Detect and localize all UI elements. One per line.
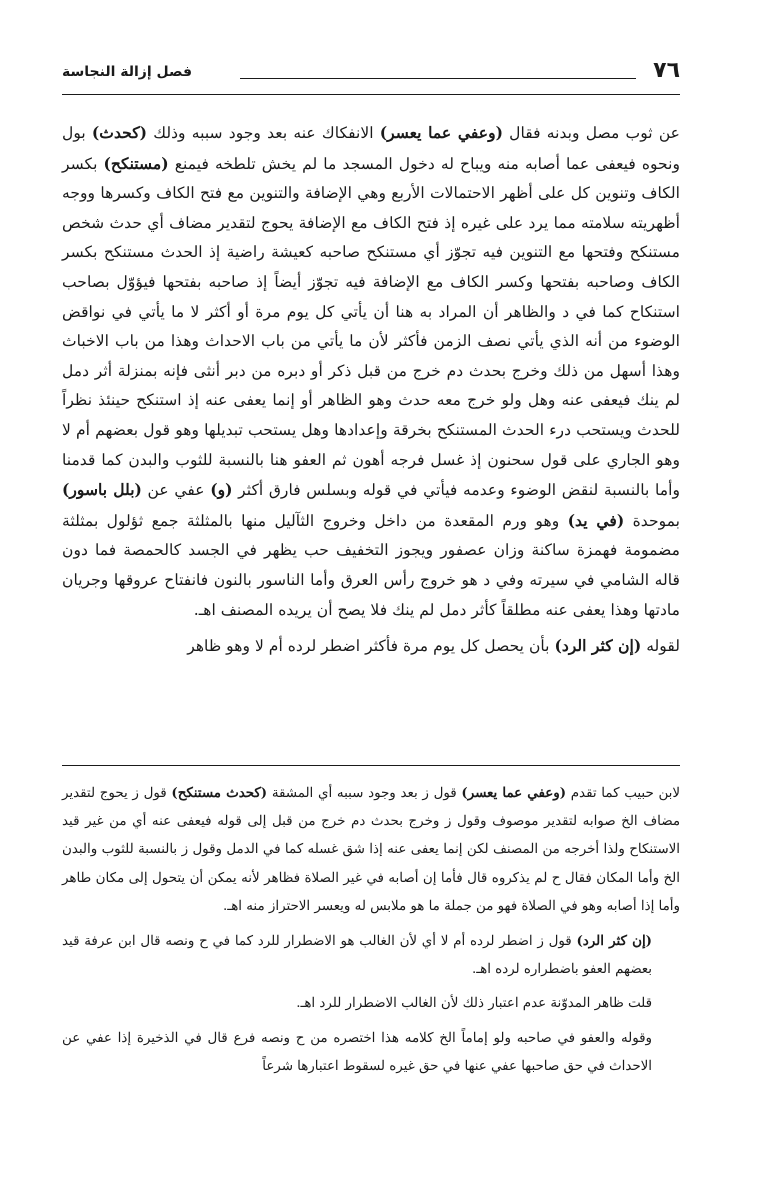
- footnotes: [62, 779, 680, 1081]
- footnote-paragraph: (إن كثر الرد) قول ز اضطر لرده أم لا أي لأن الغالب هو الاضطرار للرد كما في ح ونصه قال ابن عرفة قيد بعضهم العفو باضطراره لرده اهـ.: [62, 933, 652, 978]
- main-paragraph: لقوله (إن كثر الرد) بأن يحصل كل يوم مرة فأكثر اضطر لرده أم لا وهو ظاهر: [187, 636, 680, 656]
- bold-term: (بلل باسور): [62, 480, 142, 500]
- bold-term: (و): [210, 480, 233, 500]
- bold-term: (كحدث مستنكح): [171, 785, 268, 801]
- bold-term: (في يد): [567, 510, 625, 530]
- header-rule: [240, 78, 636, 79]
- bold-term: (إن كثر الرد): [576, 933, 652, 950]
- header-bottom-rule: [62, 94, 680, 95]
- bold-term: (وعفي عما يعسر): [461, 785, 567, 801]
- footnote-separator: [62, 765, 680, 766]
- bold-term: (وعفي عما يعسر): [379, 123, 503, 142]
- main-text: [62, 118, 680, 662]
- bold-term: (كحدث): [91, 123, 148, 142]
- page-number: ٧٦: [653, 58, 680, 83]
- footnote-paragraph: وقوله والعفو في صاحبه ولو إماماً الخ كلامه هذا اختصره من ح ونصه فرع قال في الذخيرة إذا عفي عن الاحداث في حق صاحبها عفي عنها في حق غيره لسقوط اعتبارها شرعاً: [62, 1030, 652, 1074]
- main-paragraph: عن ثوب مصل وبدنه فقال (وعفي عما يعسر) الانفكاك عنه بعد وجود سببه وذلك (كحدث) بول ونحوه فيعفى عما أصابه منه ويباح له دخول المسجد ما لم يخش تلطخه فيمنع (مستنكح) بكسر الكاف وتنوين كل على أظهر الاحتمالات الأربع وهي الإضافة والتنوين مع فتح الكاف وكسرها ووجه أظهريته سلامته مما يرد على غيره إذ فتح الكاف مع الإضافة يحوج لتقدير مضاف أي حدث شخص مستنكح وفتحها مع التنوين فيه تجوّز أي مستنكح صاحبه كعيشة راضية إذ الحدث مستنكح بكسر الكاف وصاحبه بفتحها وكسر الكاف مع الإضافة فيه تجوّز أيضاً إذ صاحبه بفتحها فيؤوّل بصاحب استنكاح كما في د والظاهر أن المراد به هنا أن يأتي كل يوم مرة أو أكثر لا ما يأتي في نواقض الوضوء من أنه الذي يأتي نصف الزمن فأكثر لأن ما يأتي من باب الاحداث وهذا من باب الاخباث وهذا أسهل من ذلك وخرج بحدث دم خرج من قبل ذكر أو دبره من دبر أنثى فإنه بمنزلة أثر دمل لم ينك فيعفى عنه وهل ولو خرج معه حدث وهو الظاهر أو إنما يعفى عنه إذ استنكح حينئذ نظراً للحدث ويستحب درء الحدث المستنكح بخرقة وإعدادها وهل يستحب تبديلها وهو قول بعضهم أم لا وهو الجاري على قول سحنون إذ غسل فرجه أهون ثم العفو هنا بالنسبة للثوب والبدن كما قدمنا وأما بالنسبة لنقض الوضوء وعدمه فيأتي في قوله وبسلس فارق أكثر (و) عفي عن (بلل باسور) بموحدة (في يد) وهو ورم المقعدة من داخل وخروج الثآليل منها بالمثلثة جمع ثؤلول بمثلثة مضمومة فهمزة ساكنة وزان عصفور ويجوز التخفيف حب يظهر في الجسد كالحمصة فما دون قاله الشامي في سيرته وفي د هو خروج رأس العرق وأما الناسور بالنون فانفتاح عروقها وجريان مادتها وهذا يعفى عنه مطلقاً كأثر دمل لم ينك فلا يصح أن يريده المصنف اهـ.: [62, 123, 681, 619]
- footnote-paragraph: قلت ظاهر المدوّنة عدم اعتبار ذلك لأن الغالب الاضطرار للرد اهـ.: [296, 996, 652, 1012]
- bold-term: (إن كثر الرد): [554, 636, 642, 656]
- footnote-paragraph: لابن حبيب كما تقدم (وعفي عما يعسر) قول ز بعد وجود سببه أي المشقة (كحدث مستنكح) قول ز يحوج لتقدير مضاف الخ صوابه لتقدير موصوف وقول ز وخرج بحدث دم خرج من قبل إلى قوله فيعفى عنه أي من غير قيد الاستنكاح ولذا أخرجه من المصنف لكن إنما يعفى عنه إذا شق غسله كما في الدمل وقول ز بالنسبة للثوب والبدن الخ وأما المكان فقال ح لم يذكروه قال فأما إن أصابه في غير الصلاة فظاهر لأنه يمكن أن يتحول إلى مكان طاهر وأما إذا أصابه وهو في الصلاة فهو من جملة ما هو ملابس له ويعسر الاحتراز منه اهـ.: [62, 785, 681, 914]
- page-header: [62, 58, 680, 90]
- section-title: فصل إزالة النجاسة: [62, 64, 192, 80]
- bold-term: (مستنكح): [103, 153, 169, 173]
